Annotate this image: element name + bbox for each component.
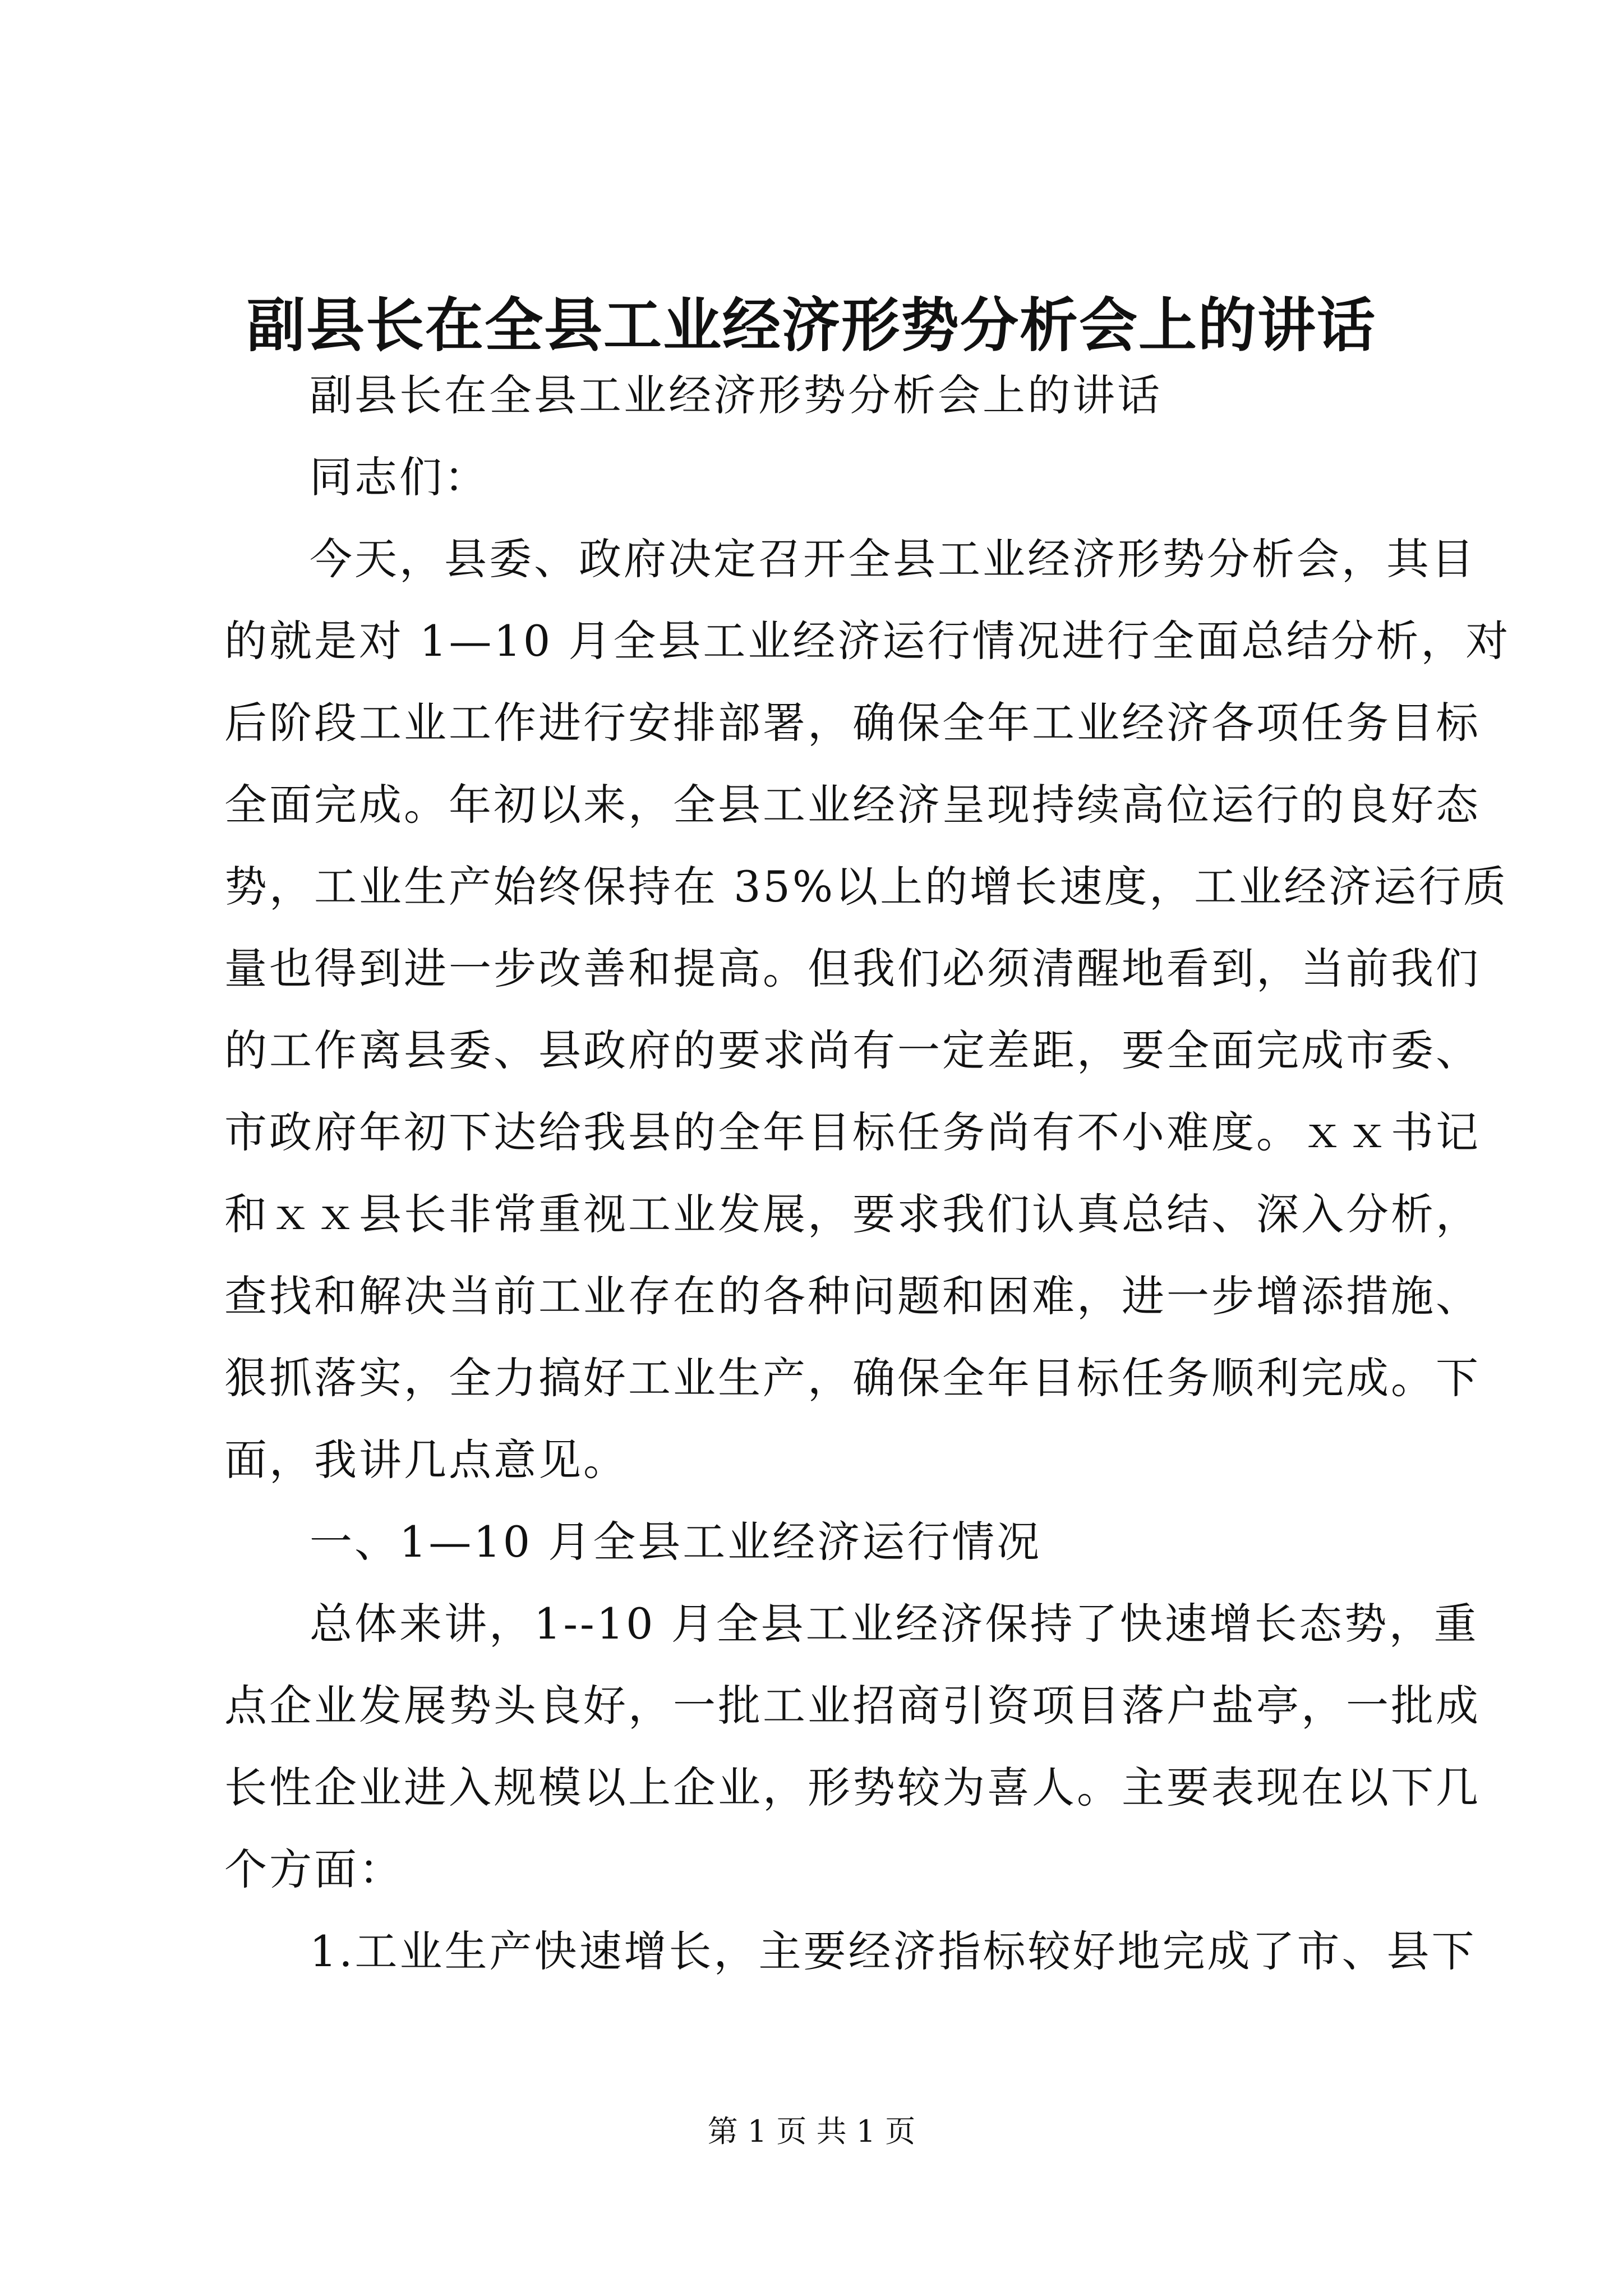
body-line: 同志们： [310,452,489,502]
body-line: 的就是对 1—10 月全县工业经济运行情况进行全面总结分析，对 [224,616,1511,666]
body-line: 总体来讲，1--10 月全县工业经济保持了快速增长态势，重 [310,1599,1479,1649]
body-line: 的工作离县委、县政府的要求尚有一定差距，要全面完成市委、 [224,1025,1481,1075]
body-line: 后阶段工业工作进行安排部署，确保全年工业经济各项任务目标 [224,698,1481,748]
body-line: 一、1—10 月全县工业经济运行情况 [310,1517,1042,1567]
body-line: 副县长在全县工业经济形势分析会上的讲话 [310,370,1162,420]
body-line: 今天，县委、政府决定召开全县工业经济形势分析会，其目 [310,534,1476,584]
body-line: 点企业发展势头良好，一批工业招商引资项目落户盐亭，一批成 [224,1681,1481,1731]
body-line: 市政府年初下达给我县的全年目标任务尚有不小难度。ｘｘ书记 [224,1107,1481,1157]
body-line: 面，我讲几点意见。 [224,1435,628,1485]
body-line: 1.工业生产快速增长，主要经济指标较好地完成了市、县下 [310,1926,1477,1976]
body-line: 个方面： [224,1844,404,1894]
document-title: 副县长在全县工业经济形势分析会上的讲话 [246,291,1376,360]
document-body [224,355,1511,1993]
page-footer: 第 1 页 共 1 页 [707,2114,916,2149]
body-line: 长性企业进入规模以上企业，形势较为喜人。主要表现在以下几 [224,1763,1481,1812]
body-line: 查找和解决当前工业存在的各种问题和困难，进一步增添措施、 [224,1271,1481,1321]
body-line: 势，工业生产始终保持在 35%以上的增长速度，工业经济运行质 [224,862,1509,912]
body-line: 全面完成。年初以来，全县工业经济呈现持续高位运行的良好态 [224,780,1481,830]
body-line: 和ｘｘ县长非常重视工业发展，要求我们认真总结、深入分析， [224,1189,1481,1239]
body-line: 狠抓落实，全力搞好工业生产，确保全年目标任务顺利完成。下 [224,1353,1481,1403]
body-line: 量也得到进一步改善和提高。但我们必须清醒地看到，当前我们 [224,944,1481,993]
